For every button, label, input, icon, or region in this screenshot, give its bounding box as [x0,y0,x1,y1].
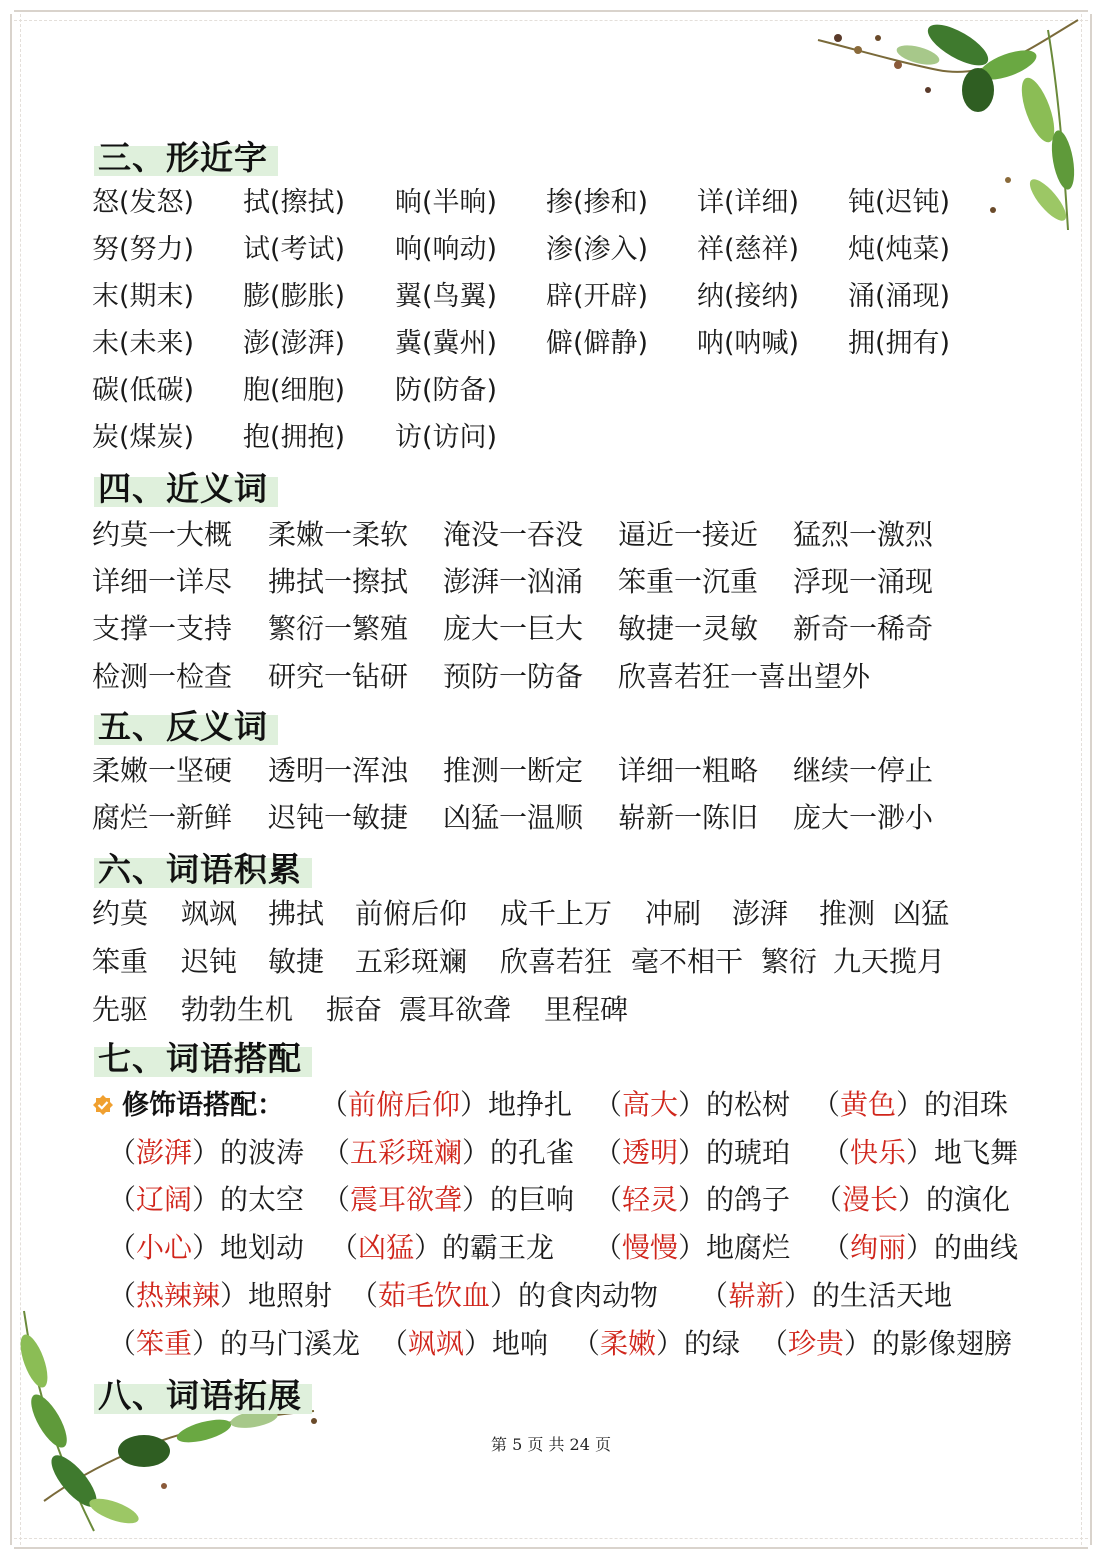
section-heading-synonyms: 四、近义词 [94,467,272,511]
similar-char-item: 末(期末) [92,281,195,312]
similar-char-row [0,371,1102,411]
word-accumulation-item: 敏捷 [268,945,325,978]
synonym-pair-item: 澎湃一汹涌 [443,565,584,598]
modified-word: 的马门溪龙 [220,1327,361,1360]
word-accumulation-item: 前俯后仰 [355,897,468,930]
similar-char-item: 抱(拥抱) [243,422,346,453]
similar-char-item: 炭(煤炭) [92,422,195,453]
similar-char-item: 澎(澎湃) [243,328,346,359]
similar-char-item: 掺(掺和) [546,187,649,218]
word-accumulation-item: 欣喜若狂 [500,945,613,978]
modifier-word: 澎湃 [136,1136,193,1169]
modifier-word: 小心 [136,1231,193,1264]
collocation-phrase: （飒飒）地响 [380,1327,549,1360]
word-accumulation-item: 勃勃生机 [181,993,294,1026]
similar-char-item: 晌(半晌) [395,187,498,218]
similar-char-item: 防(防备) [395,375,498,406]
similar-char-item: 膨(膨胀) [243,281,346,312]
synonym-pair-item: 笨重一沉重 [618,565,759,598]
word-accumulation-item: 繁衍 [761,945,818,978]
modifier-word: 绚丽 [850,1231,907,1264]
word-accumulation-row [0,990,1102,1030]
modified-word: 的波涛 [220,1136,305,1169]
modified-word: 的绿 [684,1327,741,1360]
similar-char-item: 炖(炖菜) [848,234,951,265]
similar-char-item: 辟(开辟) [546,281,649,312]
antonym-pair-item: 迟钝一敏捷 [268,801,409,834]
similar-char-item: 翼(鸟翼) [395,281,498,312]
word-accumulation-item: 笨重 [92,945,149,978]
modified-word: 的泪珠 [924,1088,1009,1121]
similar-char-item: 僻(僻静) [546,328,649,359]
synonym-pair-item: 研究一钻研 [268,660,409,693]
modifier-word: 漫长 [842,1183,899,1216]
synonym-pair-item: 淹没一吞没 [443,518,584,551]
word-accumulation-item: 飒飒 [181,897,238,930]
antonym-pair-item: 详细一粗略 [618,754,759,787]
similar-char-item: 祥(慈祥) [697,234,800,265]
modifier-word: 高大 [622,1088,679,1121]
similar-char-row [0,324,1102,364]
synonym-pair-item: 拂拭一擦拭 [268,565,409,598]
modified-word: 的鸽子 [706,1183,791,1216]
modifier-word: 震耳欲聋 [350,1183,463,1216]
collocation-phrase: （轻灵）的鸽子 [594,1183,791,1216]
antonym-pair-row [0,798,1102,838]
modifier-word: 辽阔 [136,1183,193,1216]
collocation-phrase: （小心）地划动 [108,1231,305,1264]
antonym-pair-item: 推测一断定 [443,754,584,787]
modified-word: 的巨响 [490,1183,575,1216]
section-heading-word-expansion: 八、词语拓展 [94,1374,306,1418]
synonym-pair-item: 猛烈一激烈 [793,518,934,551]
modifier-word: 慢慢 [622,1231,679,1264]
collocation-phrase: （慢慢）地腐烂 [594,1231,791,1264]
modified-word: 地照射 [248,1279,333,1312]
synonym-pair-item: 浮现一涌现 [793,565,934,598]
modified-word: 的松树 [706,1088,791,1121]
collocation-phrase: （茹毛饮血）的食肉动物 [350,1279,659,1312]
similar-char-item: 冀(冀州) [395,328,498,359]
synonym-pair-item: 繁衍一繁殖 [268,612,409,645]
similar-char-item: 怒(发怒) [92,187,195,218]
synonym-pair-item: 约莫一大概 [92,518,233,551]
word-accumulation-item: 振奋 [326,993,383,1026]
modified-word: 的演化 [926,1183,1011,1216]
word-accumulation-item: 震耳欲聋 [399,993,512,1026]
modifier-word: 飒飒 [408,1327,465,1360]
modifier-word: 轻灵 [622,1183,679,1216]
similar-char-item: 详(详细) [697,187,800,218]
word-accumulation-item: 冲刷 [645,897,702,930]
similar-char-row [0,418,1102,458]
collocation-phrase: （震耳欲聋）的巨响 [322,1183,575,1216]
collocation-phrase: （五彩斑斓）的孔雀 [322,1136,575,1169]
modifier-subtitle-text: 修饰语搭配： [122,1090,284,1121]
similar-char-item: 未(未来) [92,328,195,359]
modified-word: 的曲线 [934,1231,1019,1264]
collocation-phrase: （柔嫩）的绿 [572,1327,741,1360]
orange-check-badge-icon [92,1094,114,1116]
similar-char-item: 钝(迟钝) [848,187,951,218]
antonym-pair-item: 崭新一陈旧 [618,801,759,834]
synonym-pair-item: 柔嫩一柔软 [268,518,409,551]
modified-word: 地挣扎 [488,1088,573,1121]
similar-char-row [0,230,1102,270]
similar-char-item: 涌(涌现) [848,281,951,312]
antonym-pair-item: 凶猛一温顺 [443,801,584,834]
word-accumulation-item: 澎湃 [732,897,789,930]
synonym-pair-row [0,562,1102,602]
synonym-pair-item: 新奇一稀奇 [793,612,934,645]
modified-word: 地飞舞 [934,1136,1019,1169]
similar-char-row [0,277,1102,317]
collocation-phrase: （崭新）的生活天地 [700,1279,953,1312]
word-accumulation-item: 毫不相干 [631,945,744,978]
antonym-pair-item: 透明一浑浊 [268,754,409,787]
collocation-phrase: （笨重）的马门溪龙 [108,1327,361,1360]
modifier-word: 凶猛 [358,1231,415,1264]
modifier-word: 透明 [622,1136,679,1169]
modifier-word: 茹毛饮血 [378,1279,491,1312]
modified-word: 地响 [492,1327,549,1360]
synonym-pair-item: 支撑一支持 [92,612,233,645]
collocation-phrase: （澎湃）的波涛 [108,1136,305,1169]
word-accumulation-row [0,894,1102,934]
collocation-phrase: （快乐）地飞舞 [822,1136,1019,1169]
modified-word: 的太空 [220,1183,305,1216]
similar-char-row [0,183,1102,223]
collocation-line [92,1226,1022,1270]
similar-char-item: 渗(渗入) [546,234,649,265]
section-heading-antonyms: 五、反义词 [94,705,272,749]
word-accumulation-item: 成千上万 [500,897,613,930]
antonym-pair-item: 柔嫩一坚硬 [92,754,233,787]
word-accumulation-item: 凶猛 [893,897,950,930]
collocation-phrase: （前俯后仰）地挣扎 [320,1088,573,1121]
word-accumulation-item: 九天揽月 [833,945,946,978]
modifier-word: 快乐 [850,1136,907,1169]
antonym-pair-row [0,751,1102,791]
collocation-line [92,1131,1022,1175]
modifier-word: 五彩斑斓 [350,1136,463,1169]
collocation-phrase: （高大）的松树 [594,1088,791,1121]
modified-word: 地腐烂 [706,1231,791,1264]
word-accumulation-item: 迟钝 [181,945,238,978]
collocation-line [92,1178,1022,1222]
modified-word: 的影像翅膀 [872,1327,1013,1360]
modifier-subtitle [92,1083,284,1128]
similar-char-item: 试(考试) [243,234,346,265]
word-accumulation-item: 五彩斑斓 [355,945,468,978]
modified-word: 的孔雀 [490,1136,575,1169]
antonym-pair-item: 庞大一渺小 [793,801,934,834]
modifier-word: 崭新 [728,1279,785,1312]
modifier-word: 柔嫩 [600,1327,657,1360]
collocation-line [92,1083,1022,1127]
collocation-phrase: （绚丽）的曲线 [822,1231,1019,1264]
word-accumulation-item: 约莫 [92,897,149,930]
collocation-phrase: （透明）的琥珀 [594,1136,791,1169]
antonym-pair-item: 继续一停止 [793,754,934,787]
word-accumulation-item: 里程碑 [544,993,629,1026]
section-heading-word-collocation: 七、词语搭配 [94,1037,306,1081]
synonym-pair-item: 预防一防备 [443,660,584,693]
synonym-pair-item: 庞大一巨大 [443,612,584,645]
similar-char-item: 响(响动) [395,234,498,265]
modified-word: 的琥珀 [706,1136,791,1169]
modified-word: 的霸王龙 [442,1231,555,1264]
similar-char-item: 碳(低碳) [92,375,195,406]
modified-word: 的生活天地 [812,1279,953,1312]
section-heading-word-accumulation: 六、词语积累 [94,848,306,892]
synonym-pair-item: 逼近一接近 [618,518,759,551]
modifier-word: 黄色 [840,1088,897,1121]
collocation-phrase: （黄色）的泪珠 [812,1088,1009,1121]
similar-char-item: 胞(细胞) [243,375,346,406]
word-accumulation-item: 先驱 [92,993,149,1026]
collocation-line [92,1322,1022,1366]
collocation-phrase: （辽阔）的太空 [108,1183,305,1216]
antonym-pair-item: 腐烂一新鲜 [92,801,233,834]
similar-char-item: 拭(擦拭) [243,187,346,218]
word-accumulation-row [0,942,1102,982]
synonym-pair-item: 欣喜若狂一喜出望外 [618,660,871,693]
modifier-word: 前俯后仰 [348,1088,461,1121]
synonym-pair-row [0,515,1102,555]
synonym-pair-row [0,609,1102,649]
similar-char-item: 呐(呐喊) [697,328,800,359]
collocation-phrase: （凶猛）的霸王龙 [330,1231,555,1264]
collocation-phrase: （热辣辣）地照射 [108,1279,333,1312]
similar-char-item: 纳(接纳) [697,281,800,312]
synonym-pair-item: 详细一详尽 [92,565,233,598]
modifier-word: 热辣辣 [136,1279,221,1312]
modified-word: 地划动 [220,1231,305,1264]
collocation-line [92,1274,1022,1318]
similar-char-item: 访(访问) [395,422,498,453]
synonym-pair-item: 敏捷一灵敏 [618,612,759,645]
collocation-phrase: （漫长）的演化 [814,1183,1011,1216]
collocation-phrase: （珍贵）的影像翅膀 [760,1327,1013,1360]
page-footer: 第 5 页 共 24 页 [491,1435,611,1454]
similar-char-item: 努(努力) [92,234,195,265]
word-accumulation-item: 拂拭 [268,897,325,930]
word-accumulation-item: 推测 [819,897,876,930]
synonym-pair-item: 检测一检查 [92,660,233,693]
modifier-word: 笨重 [136,1327,193,1360]
synonym-pair-row [0,657,1102,697]
modified-word: 的食肉动物 [518,1279,659,1312]
modifier-word: 珍贵 [788,1327,845,1360]
similar-char-item: 拥(拥有) [848,328,951,359]
section-heading-similar-characters: 三、形近字 [94,136,272,180]
